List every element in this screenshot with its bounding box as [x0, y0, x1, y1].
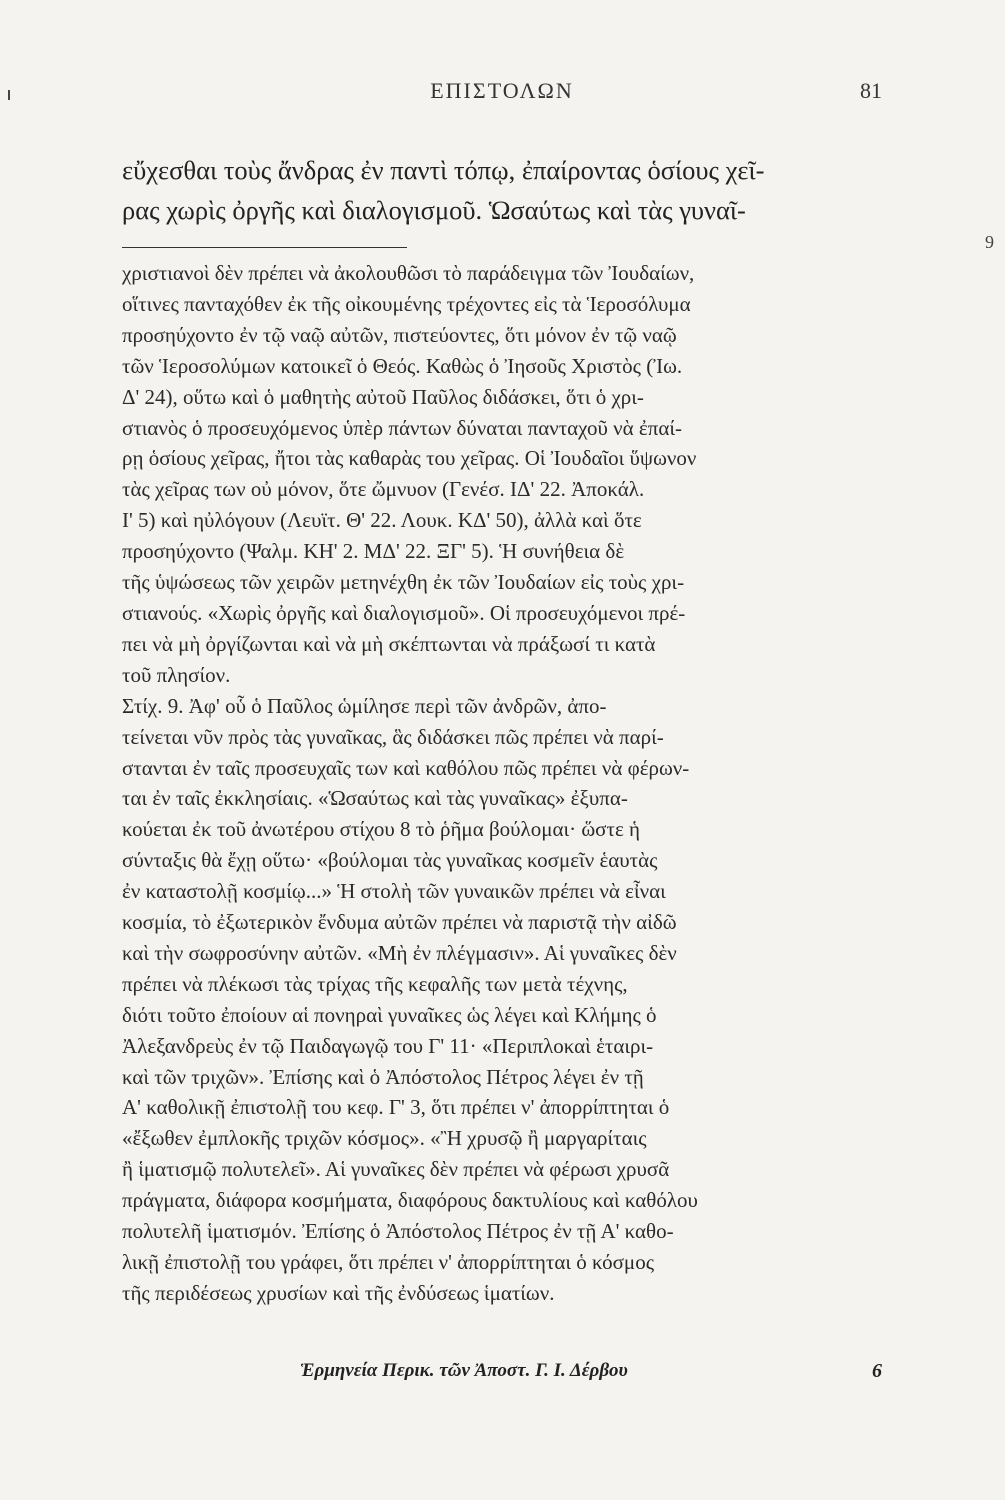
commentary-line: πράγματα, διάφορα κοσμήματα, διαφόρους δακτυλίους καὶ καθόλου	[122, 1188, 698, 1213]
page-footer	[300, 1360, 882, 1394]
commentary-text	[122, 258, 886, 1309]
commentary-line: λικῇ ἐπιστολῇ του γράφει, ὅτι πρέπει ν' ἀπορρίπτηται ὁ κόσμος	[122, 1250, 655, 1274]
commentary-line: κούεται ἐκ τοῦ ἀνωτέρου στίχου 8 τὸ ῥῆμα βούλομαι· ὥστε ἡ	[122, 817, 640, 842]
commentary-line: τὰς χεῖρας των οὐ μόνον, ὅτε ὤμνυον (Γενέσ. ΙΔ' 22. Ἀποκάλ.	[122, 477, 645, 502]
commentary-line: ται ἐν ταῖς ἐκκλησίαις. «Ὡσαύτως καὶ τὰς γυναῖκας» ἐξυπα-	[122, 786, 628, 811]
page-edge-mark	[8, 90, 10, 100]
commentary-line: σύνταξις θὰ ἔχῃ οὕτω· «βούλομαι τὰς γυναῖκας κοσμεῖν ἑαυτὰς	[122, 848, 658, 873]
commentary-line: τῆς περιδέσεως χρυσίων καὶ τῆς ἐνδύσεως ἱματίων.	[122, 1280, 555, 1305]
commentary-line: προσηύχοντο (Ψαλμ. ΚΗ' 2. ΜΔ' 22. ΞΓ' 5). Ἡ συνήθεια δὲ	[122, 539, 625, 564]
commentary-line: οἵτινες πανταχόθεν ἐκ τῆς οἰκουμένης τρέχοντες εἰς τὰ Ἱεροσόλυμα	[122, 291, 691, 316]
commentary-line: καὶ τὴν σωφροσύνην αὐτῶν. «Μὴ ἐν πλέγμασιν». Αἱ γυναῖκες δὲν	[122, 940, 677, 965]
commentary-line: ἐν καταστολῇ κοσμίῳ...» Ἡ στολὴ τῶν γυναικῶν πρέπει νὰ εἶναι	[122, 879, 666, 904]
commentary-line: Ι' 5) καὶ ηὐλόγουν (Λευϊτ. Θ' 22. Λουκ. ΚΔ' 50), ἀλλὰ καὶ ὅτε	[122, 508, 642, 533]
commentary-line: τῶν Ἱεροσολύμων κατοικεῖ ὁ Θεός. Καθὼς ὁ Ἰησοῦς Χριστὸς (Ἰω.	[122, 353, 683, 378]
commentary-line: στιανούς. «Χωρὶς ὀργῆς καὶ διαλογισμοῦ». Οἱ προσευχόμενοι πρέ-	[122, 600, 686, 625]
scripture-verse-text	[122, 150, 882, 230]
commentary-line: ἢ ἱματισμῷ πολυτελεῖ». Αἱ γυναῖκες δὲν πρέπει νὰ φέρωσι χρυσᾶ	[122, 1157, 670, 1182]
commentary-line: πει νὰ μὴ ὀργίζωνται καὶ νὰ μὴ σκέπτωνται νὰ πράξωσί τι κατὰ	[122, 631, 656, 656]
commentary-line: Ἀλεξανδρεὺς ἐν τῷ Παιδαγωγῷ του Γ' 11· «Περιπλοκαὶ ἑταιρι-	[122, 1033, 654, 1058]
commentary-line: τείνεται νῦν πρὸς τὰς γυναῖκας, ἃς διδάσκει πῶς πρέπει νὰ παρί-	[122, 724, 664, 749]
commentary-line: πολυτελῆ ἱματισμόν. Ἐπίσης ὁ Ἀπόστολος Πέτρος ἐν τῇ Α' καθο-	[122, 1219, 674, 1244]
page-number: 81	[860, 78, 882, 103]
footer-book-title: Ἑρμηνεία Περικ. τῶν Ἀποστ. Γ. Ι. Δέρβου	[300, 1360, 628, 1381]
signature-mark: 6	[872, 1360, 882, 1382]
commentary-line: καὶ τῶν τριχῶν». Ἐπίσης καὶ ὁ Ἀπόστολος Πέτρος λέγει ἐν τῇ	[122, 1064, 644, 1089]
running-title: ΕΠΙΣΤΟΛΩΝ	[430, 78, 574, 103]
commentary-line: Α' καθολικῇ ἐπιστολῇ του κεφ. Γ' 3, ὅτι πρέπει ν' ἀπορρίπτηται ὁ	[122, 1095, 670, 1120]
commentary-line: πρέπει νὰ πλέκωσι τὰς τρίχας τῆς κεφαλῆς των μετὰ τέχνης,	[122, 971, 628, 996]
commentary-line: στανται ἐν ταῖς προσευχαῖς των καὶ καθόλου πῶς πρέπει νὰ φέρων-	[122, 755, 690, 780]
commentary-line: τοῦ πλησίον.	[122, 662, 231, 687]
commentary-line: κοσμία, τὸ ἐξωτερικὸν ἔνδυμα αὐτῶν πρέπει νὰ παριστᾷ τὴν αἰδῶ	[122, 910, 677, 935]
commentary-line: ρῃ ὁσίους χεῖρας, ἤτοι τὰς καθαρὰς του χεῖρας. Οἱ Ἰουδαῖοι ὕψωνον	[122, 446, 697, 471]
commentary-line: προσηύχοντο ἐν τῷ ναῷ αὐτῶν, πιστεύοντες, ὅτι μόνον ἐν τῷ ναῷ	[122, 322, 677, 347]
commentary-line: «ἔξωθεν ἐμπλοκῆς τριχῶν κόσμος». «Ἢ χρυσῷ ἢ μαργαρίταις	[122, 1126, 647, 1151]
verse-line: ρας χωρὶς ὀργῆς καὶ διαλογισμοῦ. Ὡσαύτως καὶ τὰς γυναῖ-	[122, 195, 746, 225]
commentary-line: τῆς ὑψώσεως τῶν χειρῶν μετηνέχθη ἐκ τῶν Ἰουδαίων εἰς τοὺς χρι-	[122, 570, 685, 595]
commentary-line: Δ' 24), οὕτω καὶ ὁ μαθητὴς αὐτοῦ Παῦλος διδάσκει, ὅτι ὁ χρι-	[122, 384, 644, 409]
verse-number: 9	[985, 232, 994, 252]
commentary-line: Στίχ. 9. Ἀφ' οὗ ὁ Παῦλος ὡμίλησε περὶ τῶν ἀνδρῶν, ἀπο-	[122, 693, 607, 718]
commentary-line: διότι τοῦτο ἐποίουν αἱ πονηραὶ γυναῖκες ὡς λέγει καὶ Κλήμης ὁ	[122, 1002, 657, 1027]
commentary-line: χριστιανοὶ δὲν πρέπει νὰ ἀκολουθῶσι τὸ παράδειγμα τῶν Ἰουδαίων,	[122, 261, 695, 285]
commentary-line: στιανὸς ὁ προσευχόμενος ὑπὲρ πάντων δύναται πανταχοῦ νὰ ἐπαί-	[122, 415, 682, 440]
running-head	[122, 78, 882, 118]
section-divider	[122, 247, 407, 248]
verse-line: εὔχεσθαι τοὺς ἄνδρας ἐν παντὶ τόπῳ, ἐπαίροντας ὁσίους χεῖ-	[122, 155, 765, 185]
